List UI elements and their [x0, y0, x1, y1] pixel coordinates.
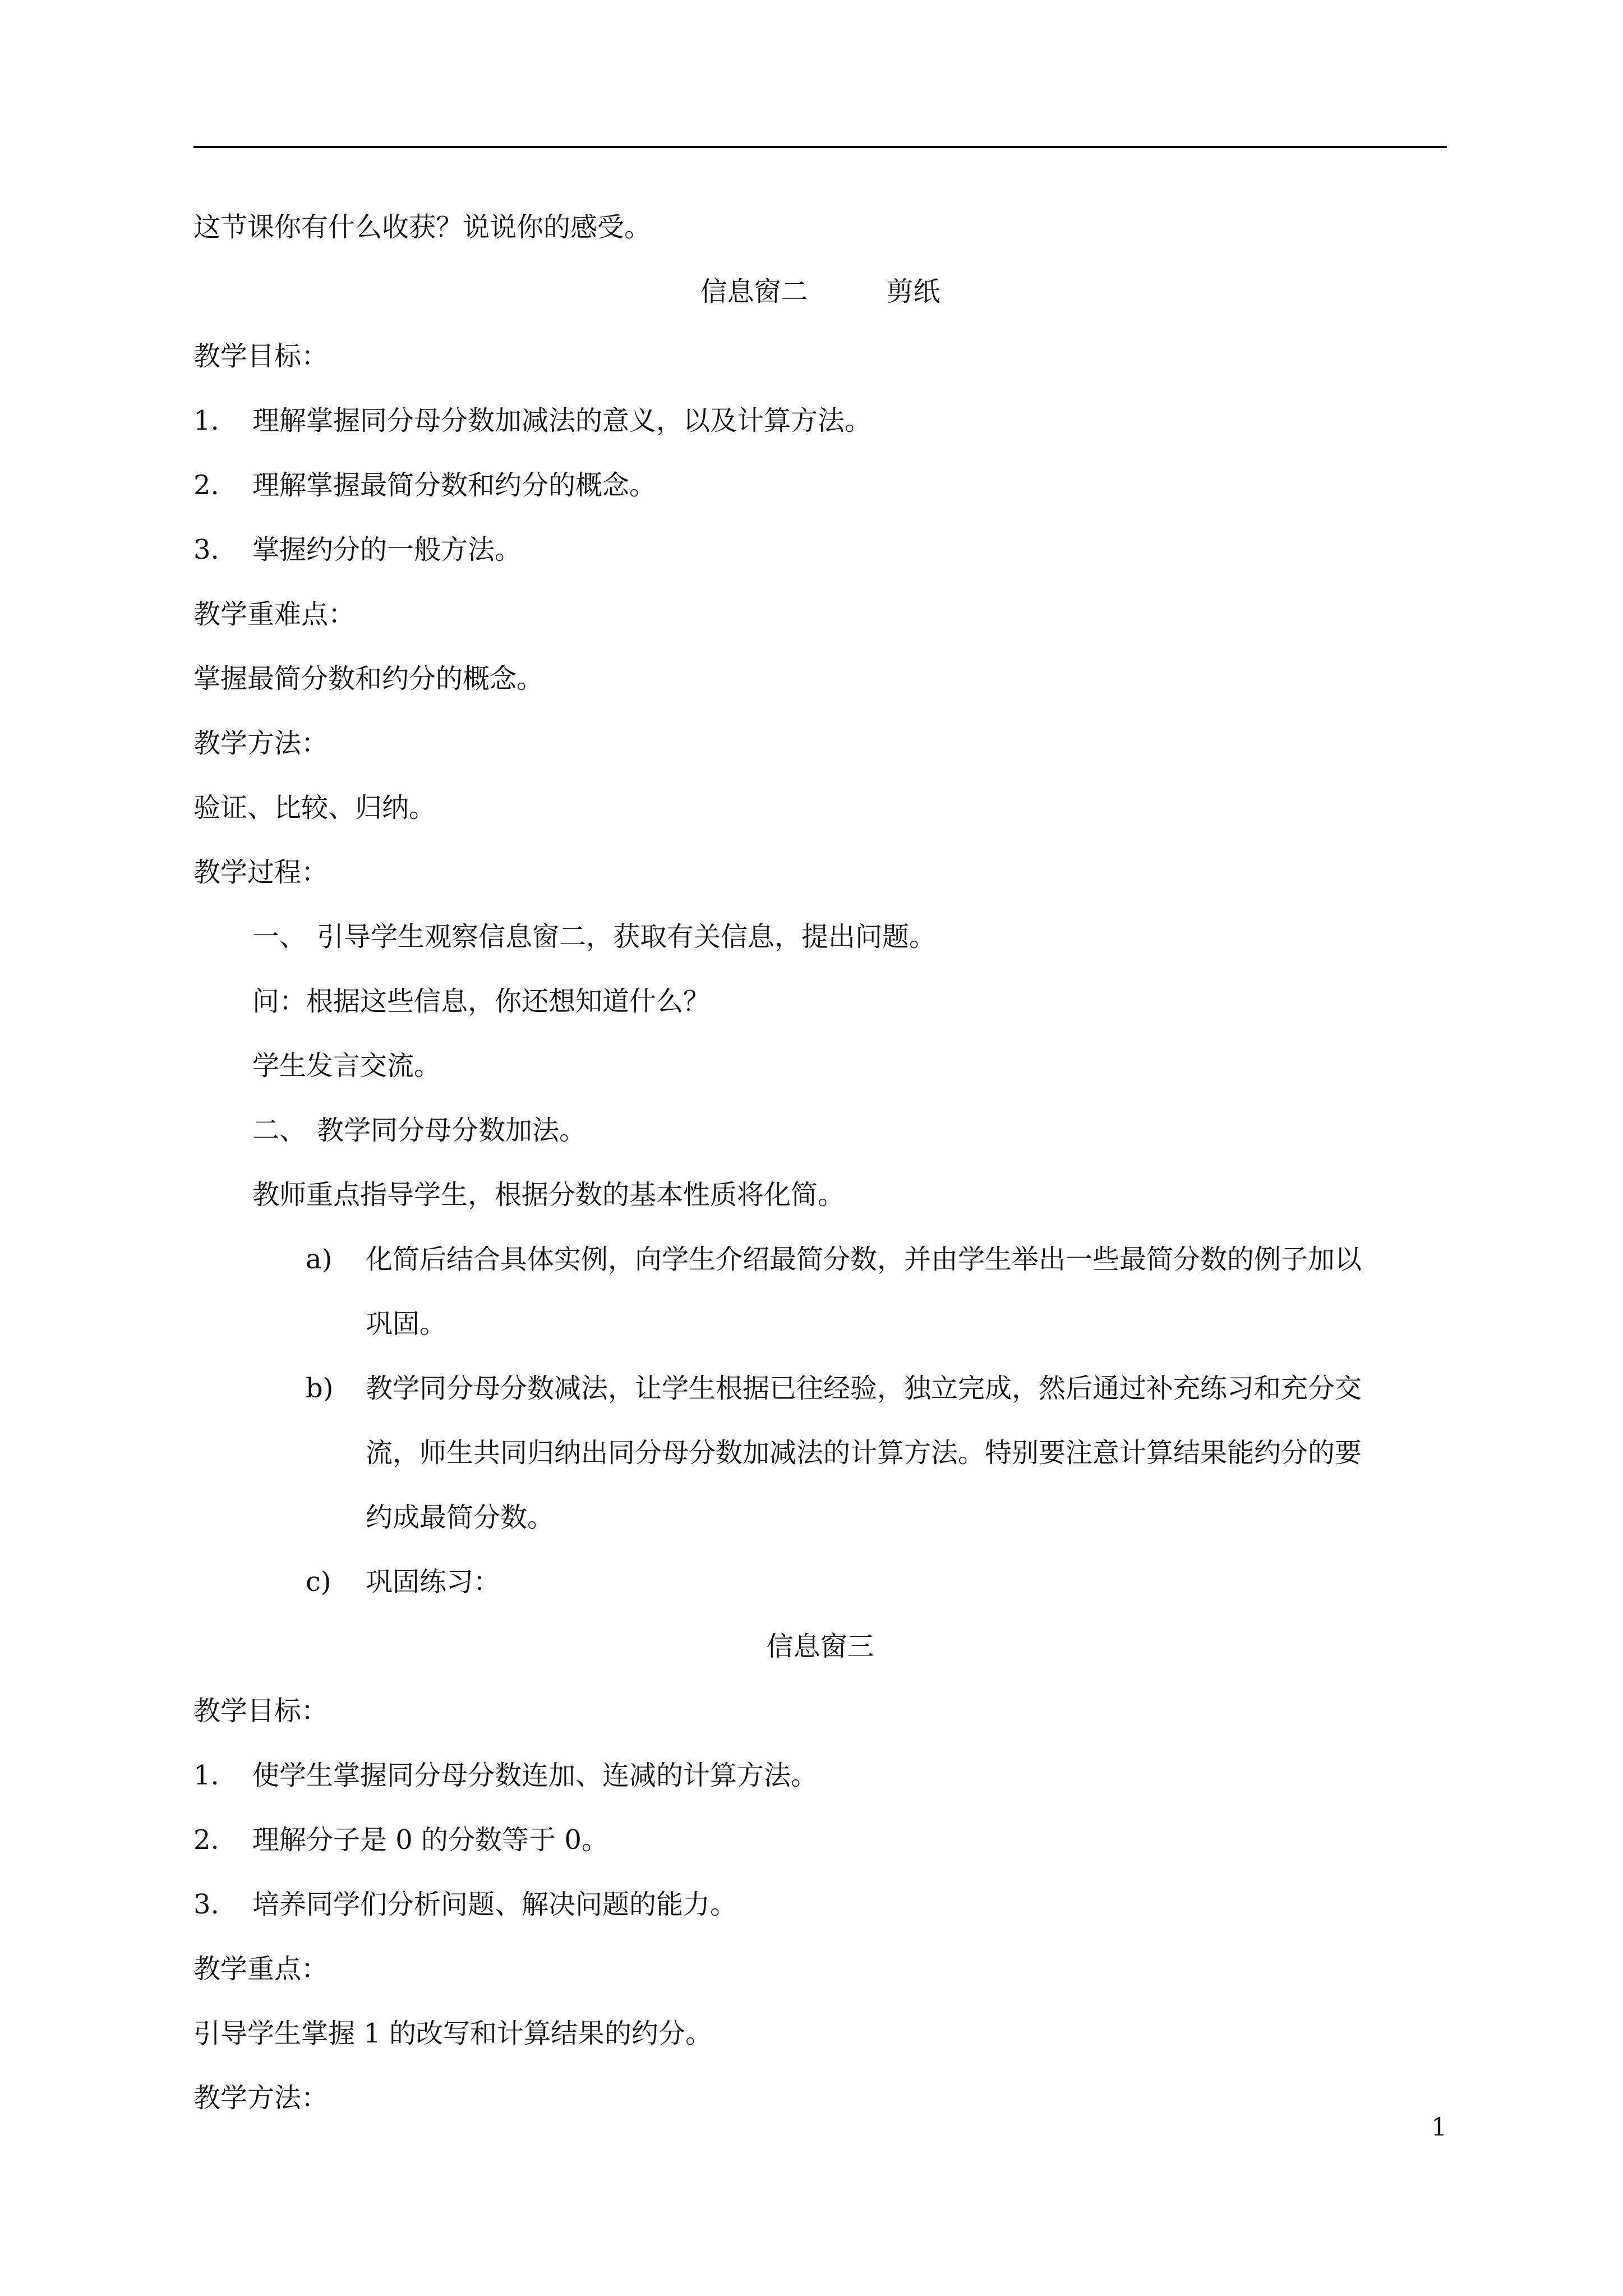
text: 教师重点指导学生，根据分数的基本性质将化简。 — [252, 1179, 845, 1211]
step-number: 一、 — [252, 921, 307, 953]
heading-part: 剪纸 — [886, 276, 940, 307]
text: 教学目标： — [193, 1695, 329, 1727]
text: 流，师生共同归纳出同分母分数加减法的计算方法。特别要注意计算结果能约分的要 — [366, 1437, 1362, 1469]
objective-item — [193, 468, 656, 502]
text: 引导学生观察信息窗二，获取有关信息，提出问题。 — [317, 921, 937, 953]
label-key-point — [193, 1952, 328, 1986]
text: 掌握约分的一般方法。 — [252, 534, 522, 565]
label-methods — [193, 2081, 328, 2115]
objective-item — [193, 404, 872, 438]
label-objectives — [193, 1694, 328, 1728]
text: 这节课你有什么收获？说说你的感受。 — [193, 211, 652, 243]
text: 巩固练习： — [366, 1566, 501, 1598]
text: 验证、比较、归纳。 — [193, 792, 436, 823]
heading-part: 信息窗二 — [700, 276, 808, 307]
sub-item-letter: c) — [306, 1566, 331, 1598]
sub-item — [306, 1372, 1362, 1405]
text: 教学过程： — [193, 857, 329, 888]
item-number: 3. — [193, 1889, 219, 1920]
objective-item — [193, 1888, 737, 1921]
text: 理解掌握同分母分数加减法的意义，以及计算方法。 — [252, 405, 872, 436]
sub-item-continuation — [366, 1436, 1362, 1470]
text: 巩固。 — [366, 1308, 447, 1340]
text: 教学同分母分数加法。 — [317, 1115, 587, 1146]
label-objectives — [193, 339, 328, 373]
text: 教学目标： — [193, 341, 329, 372]
text: 引导学生掌握 1 的改写和计算结果的约分。 — [193, 2018, 713, 2049]
sub-item — [306, 1565, 500, 1599]
item-number: 1. — [193, 1760, 219, 1791]
section-heading-window-2 — [193, 275, 1447, 309]
header-rule — [193, 146, 1447, 148]
text: 教学重难点： — [193, 599, 356, 630]
key-point-text — [193, 2017, 712, 2050]
reflection-line — [193, 210, 651, 244]
text: 培养同学们分析问题、解决问题的能力。 — [252, 1889, 737, 1920]
page-number: 1 — [1431, 2113, 1447, 2142]
objective-item — [193, 533, 522, 567]
label-key-points — [193, 597, 355, 631]
text: 理解掌握最简分数和约分的概念。 — [252, 470, 657, 501]
process-text — [252, 984, 710, 1018]
text: 教学方法： — [193, 728, 329, 759]
text: 约成最简分数。 — [366, 1502, 555, 1533]
text: 教学重点： — [193, 1953, 329, 1985]
section-heading-window-3 — [193, 1630, 1447, 1663]
text: 使学生掌握同分母分数连加、连减的计算方法。 — [252, 1760, 818, 1791]
process-step — [252, 920, 936, 954]
label-process — [193, 855, 328, 889]
process-text — [252, 1049, 441, 1083]
item-number: 2. — [193, 470, 219, 501]
item-number: 2. — [193, 1824, 219, 1856]
text: 学生发言交流。 — [252, 1050, 441, 1082]
text: 教学同分母分数减法，让学生根据已往经验，独立完成，然后通过补充练习和充分交 — [366, 1373, 1362, 1404]
label-methods — [193, 726, 328, 760]
sub-item-letter: b) — [306, 1373, 334, 1404]
methods-text — [193, 791, 436, 825]
sub-item-letter: a) — [306, 1244, 333, 1275]
process-step — [252, 1114, 586, 1147]
item-number: 1. — [193, 405, 219, 436]
text: 问：根据这些信息，你还想知道什么？ — [252, 986, 711, 1017]
sub-item-continuation — [366, 1501, 554, 1534]
text: 化简后结合具体实例，向学生介绍最简分数，并由学生举出一些最简分数的例子加以 — [366, 1244, 1362, 1275]
sub-item-continuation — [366, 1307, 446, 1341]
objective-item — [193, 1759, 818, 1792]
text: 掌握最简分数和约分的概念。 — [193, 663, 544, 694]
heading-text: 信息窗三 — [766, 1631, 874, 1662]
text: 理解分子是 0 的分数等于 0。 — [252, 1824, 608, 1856]
sub-item — [306, 1243, 1362, 1276]
step-number: 二、 — [252, 1115, 307, 1146]
objective-item — [193, 1823, 608, 1857]
item-number: 3. — [193, 534, 219, 565]
key-points-text — [193, 662, 543, 696]
text: 教学方法： — [193, 2082, 329, 2114]
process-text — [252, 1178, 845, 1212]
